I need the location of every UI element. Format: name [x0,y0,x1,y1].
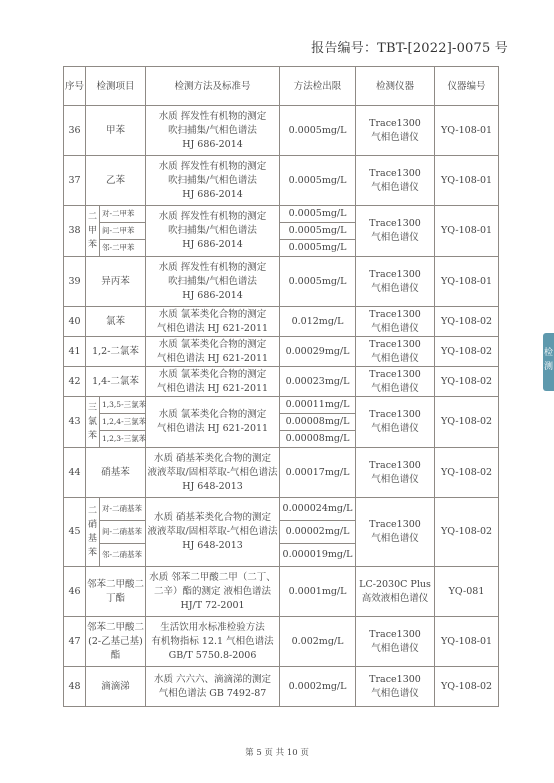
table-row [64,498,499,521]
device-line: 气相色谱仪 [371,322,419,334]
row-limit: 0.00008mg/L [280,414,356,431]
group-char-line: 二 [87,212,97,222]
row-seq: 41 [64,337,86,367]
table-row [64,617,499,667]
row-method [146,397,280,448]
method-line: HJ 648-2013 [182,540,243,551]
device-line: Trace1300 [369,218,421,229]
row-seq: 47 [64,617,86,667]
item-line: (2-乙基己基) [88,635,143,647]
row-sub-item: 间-二甲苯 [100,223,146,240]
item-line: 酯 [110,649,121,661]
row-device-no: YQ-108-02 [435,307,499,337]
row-method [146,156,280,206]
row-item: 1,2-二氯苯 [86,337,146,367]
method-line: 水质 挥发性有机物的测定 [158,110,267,122]
table-row [64,448,499,498]
row-method [146,617,280,667]
row-device-no: YQ-108-01 [435,257,499,307]
method-line: GB/T 5750.8-2006 [168,649,257,661]
method-line: 水质 挥发性有机物的测定 [158,160,267,172]
row-device-no: YQ-108-02 [435,397,499,448]
table-row [64,257,499,307]
row-device [356,448,435,498]
method-line: 气相色谱法 HJ 621-2011 [156,382,269,394]
row-device [356,106,435,156]
row-seq: 45 [64,498,86,567]
row-device-no: YQ-108-01 [435,156,499,206]
row-device-no: YQ-108-02 [435,498,499,567]
table-row [64,667,499,707]
row-item: 异丙苯 [86,257,146,307]
device-line: Trace1300 [369,308,421,320]
row-device-no: YQ-108-02 [435,448,499,498]
device-line: Trace1300 [369,459,421,471]
row-device-no: YQ-108-01 [435,617,499,667]
device-line: 气相色谱仪 [371,131,419,143]
row-limit: 0.00002mg/L [280,521,356,544]
row-limit: 0.00008mg/L [280,431,356,448]
table-row [64,156,499,206]
method-line: 气相色谱法 GB 7492-87 [158,687,267,699]
report-number: 报告编号：TBT-[2022]-0075 号 [311,41,508,56]
method-line: 水质 六六六、滴滴涕的测定 [154,673,272,685]
row-item: 滴滴涕 [86,667,146,707]
row-device [356,367,435,397]
method-line: 水质 氯苯类化合物的测定 [158,338,267,350]
row-seq: 39 [64,257,86,307]
table-row [64,307,499,337]
row-method [146,367,280,397]
method-line: 液液萃取/固相萃取-气相色谱法 [147,526,278,537]
row-sub-item: 1,2,3-三氯苯 [100,431,146,448]
page-footer: 第 5 页 共 10 页 [245,748,309,758]
row-device [356,397,435,448]
row-sub-item: 对-二硝基苯 [100,498,146,521]
method-line: 水质 硝基苯类化合物的测定 [154,452,272,464]
method-line: 生活饮用水标准检验方法 [160,621,265,633]
row-limit: 0.0005mg/L [280,106,356,156]
row-method [146,567,280,617]
row-method [146,257,280,307]
row-limit: 0.0005mg/L [280,257,356,307]
row-item: 氯苯 [86,307,146,337]
row-device-no: YQ-081 [435,567,499,617]
row-sub-item: 1,2,4-三氯苯 [100,414,146,431]
side-tab [543,333,554,391]
device-line: LC-2030C Plus [359,578,431,590]
row-device [356,567,435,617]
row-limit: 0.0005mg/L [280,206,356,223]
row-device [356,257,435,307]
row-method [146,498,280,567]
device-line: Trace1300 [369,117,421,129]
method-line: 有机物指标 12.1 气相色谱法 [151,635,274,647]
row-limit: 0.00011mg/L [280,397,356,414]
row-sub-item: 邻-二硝基苯 [100,544,146,567]
item-line: 丁酯 [106,592,126,604]
device-line: 高效液相色谱仪 [361,592,429,604]
group-char-line: 二 [87,506,97,516]
row-limit: 0.00023mg/L [280,367,356,397]
row-item: 1,4-二氯苯 [86,367,146,397]
method-line: 水质 氯苯类化合物的测定 [158,308,267,320]
row-seq: 43 [64,397,86,448]
row-limit: 0.0005mg/L [280,223,356,240]
method-line: 吹扫捕集/气相色谱法 [168,174,257,186]
device-line: Trace1300 [369,368,421,380]
device-line: 气相色谱仪 [371,687,419,699]
method-line: HJ/T 72-2001 [180,599,245,611]
device-line: 气相色谱仪 [371,473,419,485]
row-seq: 42 [64,367,86,397]
row-sub-item: 1,3,5-三氯苯 [100,397,146,414]
row-limit: 0.0002mg/L [280,667,356,707]
side-tab-label: 检测 [543,348,553,372]
method-line: 吹扫捕集/气相色谱法 [168,124,257,136]
group-char-line: 甲 [87,226,97,236]
row-item-group [86,397,100,448]
device-line: 气相色谱仪 [371,232,419,243]
table-row [64,397,499,414]
row-method [146,307,280,337]
header-method: 检测方法及标准号 [146,67,280,106]
row-device-no: YQ-108-01 [435,206,499,257]
group-char-line: 苯 [87,431,97,441]
row-limit: 0.000024mg/L [280,498,356,521]
row-method [146,337,280,367]
row-limit: 0.000019mg/L [280,544,356,567]
table-row [64,106,499,156]
group-char-line: 硝 [87,520,97,530]
group-char-line: 三 [87,403,97,413]
device-line: Trace1300 [369,673,421,685]
row-device [356,206,435,257]
method-line: HJ 686-2014 [182,289,243,301]
method-line: 气相色谱法 HJ 621-2011 [156,322,269,334]
table-row [64,367,499,397]
header-item: 检测项目 [86,67,146,106]
row-seq: 37 [64,156,86,206]
row-device [356,617,435,667]
row-limit: 0.00017mg/L [280,448,356,498]
row-limit: 0.0001mg/L [280,567,356,617]
group-char-line: 氯 [87,417,97,427]
method-line: HJ 648-2013 [182,480,243,492]
method-line: 水质 氯苯类化合物的测定 [158,368,267,380]
row-seq: 48 [64,667,86,707]
row-seq: 40 [64,307,86,337]
row-seq: 38 [64,206,86,257]
table-row [64,337,499,367]
device-line: 气相色谱仪 [371,423,419,434]
row-device [356,498,435,567]
row-item: 甲苯 [86,106,146,156]
row-device-no: YQ-108-01 [435,106,499,156]
row-item: 硝基苯 [86,448,146,498]
method-line: HJ 686-2014 [182,239,243,250]
row-item [86,567,146,617]
row-method [146,206,280,257]
method-line: HJ 686-2014 [182,188,243,200]
method-line: 水质 挥发性有机物的测定 [158,261,267,273]
device-line: Trace1300 [369,338,421,350]
row-item-group [86,498,100,567]
device-line: Trace1300 [369,409,421,420]
device-line: Trace1300 [369,268,421,280]
method-line: 气相色谱法 HJ 621-2011 [156,352,269,364]
row-limit: 0.0005mg/L [280,156,356,206]
device-line: Trace1300 [369,628,421,640]
device-line: 气相色谱仪 [371,352,419,364]
row-item-group [86,206,100,257]
test-methods-table [63,66,499,707]
group-char-line: 苯 [87,240,97,250]
row-limit: 0.0005mg/L [280,240,356,257]
group-char-line: 基 [87,534,97,544]
row-sub-item: 邻-二甲苯 [100,240,146,257]
method-line: 水质 氯苯类化合物的测定 [158,409,267,420]
row-method [146,667,280,707]
method-line: 二辛）酯的测定 液相色谱法 [154,585,272,597]
method-line: 吹扫捕集/气相色谱法 [168,225,257,236]
table-header-row [64,67,499,106]
device-line: 气相色谱仪 [371,181,419,193]
row-seq: 46 [64,567,86,617]
row-item: 乙苯 [86,156,146,206]
method-line: 水质 挥发性有机物的测定 [158,211,267,222]
item-line: 邻苯二甲酸二 [87,578,145,590]
method-line: 水质 邻苯二甲酸二甲（二丁、 [149,571,276,583]
row-device [356,156,435,206]
method-line: 液液萃取/固相萃取-气相色谱法 [147,466,278,478]
row-limit: 0.002mg/L [280,617,356,667]
device-line: Trace1300 [369,167,421,179]
row-limit: 0.012mg/L [280,307,356,337]
row-seq: 44 [64,448,86,498]
row-seq: 36 [64,106,86,156]
device-line: 气相色谱仪 [371,382,419,394]
row-method [146,106,280,156]
header-seq: 序号 [64,67,86,106]
row-device [356,337,435,367]
row-method [146,448,280,498]
device-line: 气相色谱仪 [371,533,419,544]
method-line: 气相色谱法 HJ 621-2011 [156,423,269,434]
table-body [64,106,499,707]
method-line: 水质 硝基苯类化合物的测定 [154,512,272,523]
device-line: 气相色谱仪 [371,282,419,294]
method-line: 吹扫捕集/气相色谱法 [168,275,257,287]
row-device [356,667,435,707]
method-line: HJ 686-2014 [182,138,243,150]
row-device-no: YQ-108-02 [435,337,499,367]
table-row [64,206,499,223]
row-limit: 0.00029mg/L [280,337,356,367]
row-sub-item: 间-二硝基苯 [100,521,146,544]
row-device-no: YQ-108-02 [435,667,499,707]
row-device [356,307,435,337]
device-line: 气相色谱仪 [371,642,419,654]
header-limit: 方法检出限 [280,67,356,106]
device-line: Trace1300 [369,519,421,530]
group-char-line: 苯 [87,548,97,558]
header-device: 检测仪器 [356,67,435,106]
row-device-no: YQ-108-02 [435,367,499,397]
item-line: 邻苯二甲酸二 [87,621,145,633]
header-device-no: 仪器编号 [435,67,499,106]
table-row [64,567,499,617]
row-item [86,617,146,667]
row-sub-item: 对-二甲苯 [100,206,146,223]
